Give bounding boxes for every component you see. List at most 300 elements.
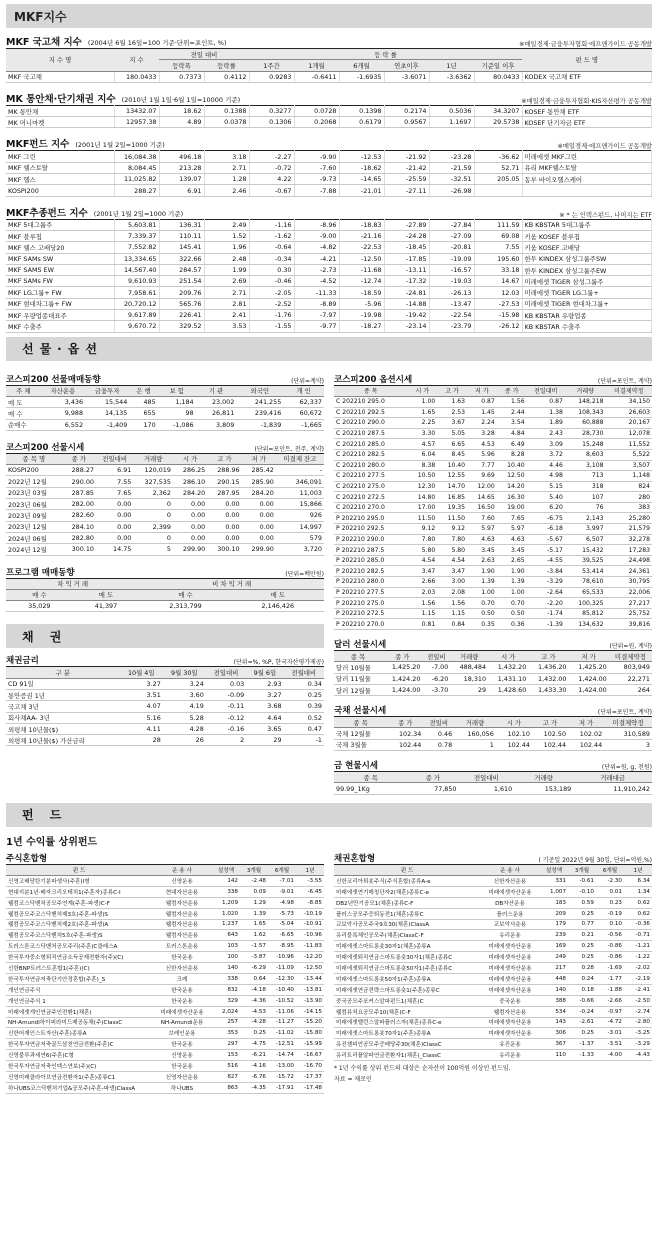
table-cell: 863 [212, 1082, 240, 1093]
table-row [6, 242, 652, 253]
table-cell: MKF 현대차그룹+ FW [6, 298, 114, 309]
dollar-table [334, 650, 652, 696]
table-cell: 4.98 [527, 471, 565, 482]
table-cell: 383 [605, 502, 652, 513]
table-row [6, 1028, 324, 1039]
table-cell: -18.62 [339, 162, 384, 173]
rates-rows [6, 678, 324, 746]
table-cell: 5,522 [605, 449, 652, 460]
fund-section-header [6, 803, 652, 827]
col-header: 미결제약정 [605, 385, 652, 396]
table-cell: -27.11 [384, 185, 429, 196]
table-row [6, 419, 324, 430]
table-cell: 0.39 [284, 701, 324, 712]
table-cell: P 202210 282.5 [334, 566, 407, 577]
futures-header-row [6, 453, 324, 464]
table-cell: 1,020 [212, 908, 240, 919]
table-cell: 2023년 12월 [6, 521, 62, 532]
table-cell: 키움 KOSEF 블루칩 [522, 230, 652, 241]
table-cell: 1.39 [240, 908, 268, 919]
table-cell: 111.59 [474, 219, 522, 230]
table-cell: -6.75 [527, 513, 565, 524]
table-cell: KOSEF 통안채 ETF [522, 105, 652, 116]
table-cell: 2.08 [437, 587, 467, 598]
section-title: 채 권 [22, 629, 68, 644]
table-cell: MKF 5대그룹주 [6, 219, 114, 230]
table-cell: -3.25 [624, 1028, 652, 1039]
table-row [334, 684, 652, 695]
table-cell: -0.11 [206, 701, 246, 712]
col-header: 지 수 [114, 49, 159, 72]
options-header-row [334, 385, 652, 396]
table-cell: 한국운용 [152, 995, 212, 1006]
table-cell: 한국투자연금저축단기안정혼합(주혼)_S [6, 973, 152, 984]
table-cell: 현대지분1년·배자크리오테치1(주혼자)종류C-I [6, 886, 152, 897]
table-cell: 트러스톤코스닥벤처공모주리(주혼)C클래스A [6, 941, 152, 952]
col-header: 미결제약정 [609, 651, 652, 662]
section-title: 펀 드 [22, 808, 68, 823]
col-header: 종 가 [497, 385, 527, 396]
table-cell: 25,752 [605, 608, 652, 619]
table-cell: 12,078 [605, 428, 652, 439]
table-cell: -2.66 [596, 995, 624, 1006]
table-cell: 107 [565, 492, 606, 503]
table-cell: -36.62 [474, 151, 522, 162]
table-cell: 4.64 [246, 712, 283, 723]
table-cell: 10.40 [497, 460, 527, 471]
table-cell: 미래에셋연기매칭단자2(채혼)종류C-e [334, 886, 480, 897]
table-cell: -17.91 [268, 1082, 296, 1093]
table-cell: -1.77 [596, 973, 624, 984]
bd-header-row [334, 864, 652, 875]
table-row [6, 689, 324, 700]
table-cell: 3.27 [246, 689, 283, 700]
table-cell: 0.3277 [249, 105, 294, 116]
col-header: 매 도 [232, 589, 324, 600]
table-row [334, 739, 652, 750]
table-cell: -0.64 [249, 242, 294, 253]
col-header: 펀 드 명 [522, 49, 652, 72]
mmf-source: ※매일경제·금융투자협회·KIS자산평가 공동개발 [521, 97, 652, 105]
table-cell: 9.69 [467, 471, 497, 482]
mkf-index-header [6, 4, 652, 28]
table-cell: MKF 국고채 [6, 71, 114, 82]
table-row [334, 513, 652, 524]
table-cell: 143 [540, 1017, 568, 1028]
table-cell: P 202210 292.5 [334, 524, 407, 535]
table-row [6, 151, 652, 162]
table-cell: 34,150 [605, 396, 652, 407]
table-cell: 14.65 [467, 492, 497, 503]
section-title: 선물·옵션 [22, 342, 103, 357]
table-row [6, 1050, 324, 1061]
table-cell: 플러스공모주증퇴동전1(채혼)종류C [334, 908, 480, 919]
table-cell: 2.71 [204, 287, 249, 298]
table-cell: -11.09 [268, 963, 296, 974]
col-header: 비 차 익 거 래 [139, 578, 324, 589]
table-cell: 9,617.89 [114, 310, 159, 321]
table-row [6, 1006, 324, 1017]
table-cell: 미래에셋스마트롱숏70자1(주혼)종류A [334, 1028, 480, 1039]
table-cell: 0.25 [568, 952, 596, 963]
table-cell: -17.85 [384, 253, 429, 264]
table-cell: -10.96 [296, 930, 324, 941]
table-cell: -7.01 [268, 875, 296, 886]
table-cell: -14.88 [384, 298, 429, 309]
fund-source: ※매일경제·에프앤가이드 공동개발 [557, 143, 652, 151]
table-cell: 226.41 [159, 310, 204, 321]
table-cell: -0.24 [568, 1006, 596, 1017]
table-cell: 3.28 [467, 428, 497, 439]
table-cell: 2023년 03월 [6, 487, 62, 498]
table-cell: -4.52 [294, 276, 339, 287]
table-cell: 290.00 [62, 476, 96, 487]
table-cell: 331 [540, 875, 568, 886]
trade-title-row [6, 373, 324, 385]
table-cell: 0.10 [596, 919, 624, 930]
table-cell: 0.00 [96, 532, 133, 543]
table-cell: -3.51 [596, 1039, 624, 1050]
table-cell: -23.14 [384, 321, 429, 332]
table-cell: 1,433.30 [528, 684, 568, 695]
table-cell: 중국공모주포커스알파펀드1(채혼)C [334, 995, 480, 1006]
table-cell: 0 [133, 499, 173, 510]
col-header: 거래량 [565, 385, 606, 396]
col-header: 고 가 [528, 651, 568, 662]
table-cell: 180.0433 [114, 71, 159, 82]
table-cell: -7.00 [422, 662, 450, 673]
table-cell: 209.76 [159, 287, 204, 298]
table-cell: 1,424.00 [382, 684, 422, 695]
table-cell: -18.45 [384, 242, 429, 253]
table-cell: 미래에셋자산운용 [480, 952, 540, 963]
table-cell: 0.0378 [204, 117, 249, 128]
track-title-row [6, 205, 652, 219]
table-cell: -21.01 [339, 185, 384, 196]
table-cell: 643 [212, 930, 240, 941]
col-header: 고 가 [207, 453, 241, 464]
table-row [334, 897, 652, 908]
dollar-title-row [334, 638, 652, 650]
table-row [334, 608, 652, 619]
table-cell: 1.52 [204, 230, 249, 241]
table-cell: 0.70 [467, 598, 497, 609]
table-cell: -13.11 [384, 264, 429, 275]
table-cell: 11,025.82 [114, 174, 159, 185]
table-cell: 205.05 [474, 174, 522, 185]
table-cell: 4.54 [437, 555, 467, 566]
table-row [334, 534, 652, 545]
table-cell: 299.90 [173, 544, 207, 555]
table-cell: 0.00 [207, 499, 241, 510]
col-header: 전일대비 [459, 772, 515, 783]
table-cell: 100 [212, 952, 240, 963]
table-cell: MKF 헬스 [6, 174, 114, 185]
table-cell: 29.5738 [474, 117, 522, 128]
table-row [334, 428, 652, 439]
table-cell: -13.00 [268, 1061, 296, 1072]
table-cell: -4.98 [268, 897, 296, 908]
table-cell: -15.80 [296, 1028, 324, 1039]
fund-note: (2001년 1월 2일=1000 기준) [75, 141, 165, 150]
table-cell: 4.57 [407, 439, 437, 450]
table-cell: -15.72 [268, 1072, 296, 1083]
table-cell: 5.80 [407, 545, 437, 556]
table-cell: 286.10 [173, 476, 207, 487]
table-row [334, 963, 652, 974]
table-cell: 신영운용 [152, 1050, 212, 1061]
table-cell: 0.6179 [339, 117, 384, 128]
table-row [334, 577, 652, 588]
col-header: 개 인 [283, 385, 324, 396]
track-note: (2001년 1월 2일=1000 기준) [93, 209, 184, 218]
table-cell: 69.08 [474, 230, 522, 241]
table-cell: 52.71 [474, 162, 522, 173]
table-cell: 3.30 [407, 428, 437, 439]
table-cell: -0.12 [206, 712, 246, 723]
table-cell: -19.03 [429, 276, 474, 287]
table-cell: 0.25 [568, 1028, 596, 1039]
table-cell: 9,670.72 [114, 321, 159, 332]
table-cell: 2.63 [467, 555, 497, 566]
bd-rows [334, 875, 652, 1060]
table-cell: 웰컴자산운용 [152, 897, 212, 908]
col-header: 저 가 [242, 453, 276, 464]
table-cell: MKF 웰스 고배당20 [6, 242, 114, 253]
program-table [6, 578, 324, 613]
eq-title: 주식혼합형 [6, 853, 48, 864]
table-cell: 미래에셋 TIGER 삼성그룹주 [522, 276, 652, 287]
table-cell: -4.35 [240, 1082, 268, 1093]
table-cell: 하나UBS코스닥벤처기업&공모주(주혼-파생)ClassA [6, 1082, 152, 1093]
table-cell: -16.70 [296, 1061, 324, 1072]
table-cell: -20.81 [429, 242, 474, 253]
col-header: 금융투자 [85, 385, 129, 396]
table-cell: -10.40 [268, 984, 296, 995]
table-cell: 달러 11월물 [334, 673, 382, 684]
table-row [6, 1061, 324, 1072]
table-cell: -0.97 [596, 1006, 624, 1017]
table-cell: 367 [540, 1039, 568, 1050]
eq-rows [6, 875, 324, 1093]
table-cell: 2.65 [497, 555, 527, 566]
table-cell: P 202210 290.0 [334, 534, 407, 545]
table-cell: 832 [212, 984, 240, 995]
table-cell: 217 [540, 963, 568, 974]
table-cell: -6.29 [240, 963, 268, 974]
table-cell: 교보악사운용 [480, 919, 540, 930]
table-cell: 5.80 [437, 545, 467, 556]
table-cell: C 202210 280.0 [334, 460, 407, 471]
table-cell: -0.36 [624, 919, 652, 930]
table-cell: 0.78 [423, 739, 454, 750]
table-cell: MKF 수출주 [6, 321, 114, 332]
table-cell: -24.28 [384, 230, 429, 241]
bd-title-row [334, 852, 652, 864]
table-cell: -21.92 [384, 151, 429, 162]
table-row [6, 396, 324, 407]
table-cell: 0.00 [242, 499, 276, 510]
table-cell: -25.59 [384, 174, 429, 185]
options-title: 코스피200 옵션시세 [334, 374, 413, 385]
table-cell: 485 [129, 396, 157, 407]
table-cell: 29 [450, 684, 488, 695]
table-row [6, 1039, 324, 1050]
table-cell: 2.41 [204, 310, 249, 321]
table-cell: 1.63 [437, 396, 467, 407]
table-row [6, 521, 324, 532]
table-cell: 중국운용 [480, 995, 540, 1006]
table-cell: 7,552.82 [114, 242, 159, 253]
table-cell: 웰컴공모주코스닥벤처제2호(주혼-파생)A [6, 919, 152, 930]
table-cell: 3.65 [246, 723, 283, 734]
table-row [6, 919, 324, 930]
table-cell: -15.98 [474, 310, 522, 321]
table-cell: -3.87 [240, 952, 268, 963]
govbond-title-row [6, 34, 652, 48]
table-cell: 287.95 [207, 487, 241, 498]
table-cell: 1.90 [467, 566, 497, 577]
table-cell: 14,997 [276, 521, 324, 532]
mmf-table [6, 105, 652, 129]
table-cell: 교보악사공모주국9호30(채혼)ClassA [334, 919, 480, 930]
table-cell: -26.12 [474, 321, 522, 332]
dollar-rows [334, 662, 652, 696]
table-cell: -12.50 [296, 963, 324, 974]
table-cell: 3.67 [437, 418, 467, 429]
table-cell: 4.53 [467, 439, 497, 450]
table-cell: 미래에셋자산운용 [480, 1028, 540, 1039]
table-cell: -10.91 [296, 919, 324, 930]
table-cell: -21.42 [384, 162, 429, 173]
table-cell: 346,091 [276, 476, 324, 487]
table-row [6, 287, 652, 298]
table-cell: 102.44 [532, 739, 568, 750]
table-row [6, 930, 324, 941]
col-header: 기 관 [196, 385, 237, 396]
trade-table [6, 385, 324, 431]
table-cell: -21.16 [339, 230, 384, 241]
table-cell: -19.42 [384, 310, 429, 321]
table-cell: 76 [565, 502, 606, 513]
table-cell: -3.55 [296, 875, 324, 886]
table-cell [522, 185, 652, 196]
table-cell: 신영운용 [152, 875, 212, 886]
table-cell: KOSPI200 [6, 465, 62, 476]
table-cell: 0.59 [568, 897, 596, 908]
table-cell: 미래에셋자산운용 [480, 941, 540, 952]
table-cell: 148,218 [565, 396, 606, 407]
options-unit: (단위=포인트, 계약) [597, 377, 652, 385]
table-cell: 0.03 [206, 678, 246, 689]
options-title-row [334, 373, 652, 385]
table-cell: MK 머니마켓 [6, 117, 114, 128]
table-row [6, 162, 652, 173]
table-cell: 1.39 [467, 577, 497, 588]
bd-table [334, 864, 652, 1061]
table-cell: 22,271 [609, 673, 652, 684]
table-cell: 102.02 [568, 728, 604, 739]
table-cell: 순매수 [6, 419, 41, 430]
col-header: 등락률 [204, 60, 249, 71]
col-header: 9월 30일 [163, 667, 206, 678]
table-cell: -1.69 [596, 963, 624, 974]
table-cell: 미래에셋퇴직연금스마트롱숏50자1(주혼)종류C [334, 963, 480, 974]
table-row [334, 1017, 652, 1028]
table-cell: -13.44 [296, 973, 324, 984]
table-cell: 유리운용 [480, 930, 540, 941]
table-cell: 100,325 [565, 598, 606, 609]
table-cell: -9.00 [294, 230, 339, 241]
table-cell: -3.6071 [384, 71, 429, 82]
table-cell: 1,424.20 [382, 673, 422, 684]
ktb-title-row [334, 704, 652, 716]
table-cell: 3.18 [204, 151, 249, 162]
table-cell: 239,416 [236, 408, 283, 419]
govbond-title: MKF 국고채 지수 [6, 37, 82, 48]
col-header: 자산운용 [41, 385, 85, 396]
table-cell: 한국운용 [152, 1061, 212, 1072]
table-cell: 25,280 [605, 513, 652, 524]
track-rows [6, 219, 652, 332]
table-row [334, 952, 652, 963]
table-cell: 713 [565, 471, 606, 482]
table-row [6, 952, 324, 963]
table-cell: -5.67 [527, 534, 565, 545]
table-cell: 5.05 [437, 428, 467, 439]
bond-mixed-column [334, 852, 652, 1094]
table-cell: 26 [163, 735, 206, 746]
table-cell: 14,567.40 [114, 264, 159, 275]
futures-options-columns [6, 367, 652, 795]
table-row [6, 886, 324, 897]
table-cell: 0.35 [467, 619, 497, 630]
table-cell: -11.83 [296, 941, 324, 952]
table-row [6, 487, 324, 498]
col-header: 종 목 [334, 385, 407, 396]
col-header: 1개월 [294, 60, 339, 71]
table-cell: 2.49 [204, 219, 249, 230]
table-cell: 169 [540, 941, 568, 952]
track-index-table [6, 219, 652, 333]
table-cell: 4.22 [249, 174, 294, 185]
table-cell: 1.00 [407, 396, 437, 407]
table-cell: 한국운용 [152, 984, 212, 995]
table-row [6, 276, 652, 287]
table-cell: 11,003 [276, 487, 324, 498]
col-header: 매 도 [73, 589, 140, 600]
col-header: 종 가 [62, 453, 96, 464]
col-header: 전일 대비 [159, 49, 249, 60]
table-row [6, 984, 324, 995]
col-header: 6개월 [596, 864, 624, 875]
table-row [334, 460, 652, 471]
table-cell: 5.28 [163, 712, 206, 723]
table-cell: 0.00 [96, 521, 133, 532]
table-cell: 1,007 [540, 886, 568, 897]
col-header: 1년 [296, 864, 324, 875]
table-cell: -11.68 [339, 264, 384, 275]
table-cell: 1,148 [605, 471, 652, 482]
table-cell: -11.06 [268, 1006, 296, 1017]
table-cell: 264 [609, 684, 652, 695]
table-cell: 15,248 [565, 439, 606, 450]
col-header: 미결제 잔고 [276, 453, 324, 464]
table-cell: -4.28 [240, 1017, 268, 1028]
table-cell: 257 [212, 1017, 240, 1028]
table-cell: 60,888 [565, 418, 606, 429]
col-header: 종 목 [334, 717, 387, 728]
